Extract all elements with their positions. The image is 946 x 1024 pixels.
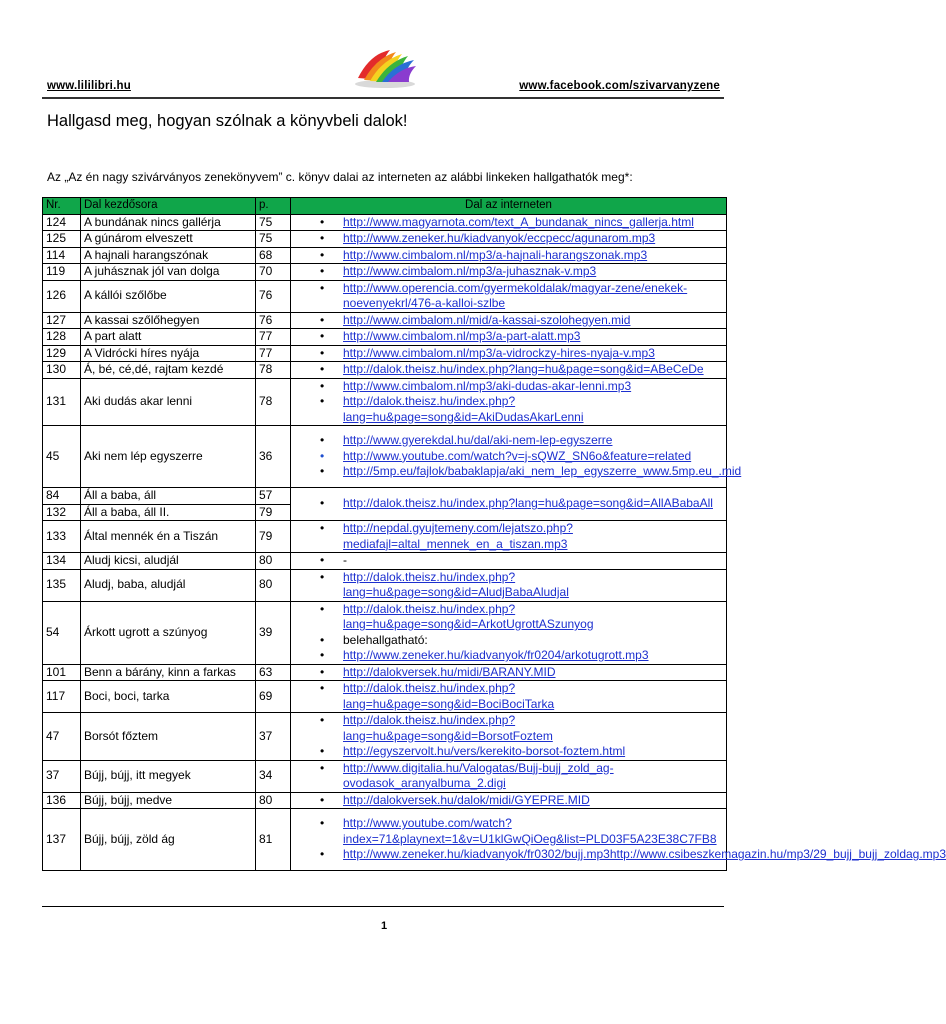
song-title: Áll a baba, áll: [81, 488, 256, 505]
song-page: 81: [256, 809, 291, 871]
link-list: [294, 362, 723, 378]
list-item: [343, 665, 723, 681]
song-link[interactable]: http://dalok.theisz.hu/index.php?lang=hu&page=song&id=BorsotFoztem: [343, 713, 553, 743]
list-item: [343, 362, 723, 378]
table-row: [43, 569, 727, 601]
song-title: Áll a baba, áll II.: [81, 504, 256, 521]
song-title: Bújj, bújj, itt megyek: [81, 760, 256, 792]
song-link[interactable]: http://www.gyerekdal.hu/dal/aki-nem-lep-egyszerre: [343, 433, 613, 448]
song-links: [291, 521, 727, 553]
song-link[interactable]: http://dalok.theisz.hu/index.php?lang=hu&page=song&id=ABeCeDe: [343, 362, 704, 376]
list-item: [343, 553, 723, 569]
song-number: 119: [43, 264, 81, 281]
song-links: [291, 809, 946, 871]
song-title: Á, bé, cé,dé, rajtam kezdé: [81, 362, 256, 379]
song-link[interactable]: http://www.cimbalom.nl/mp3/a-juhasznak-v.mp3: [343, 264, 597, 278]
song-title: Bújj, bújj, medve: [81, 792, 256, 809]
link-list: [294, 379, 723, 426]
song-number: 117: [43, 681, 81, 713]
list-item: [343, 761, 723, 792]
footer-divider: [42, 906, 724, 907]
list-item: [343, 713, 723, 744]
list-item: [343, 793, 723, 809]
list-item: [343, 744, 723, 760]
song-page: 80: [256, 553, 291, 570]
song-title: A bundának nincs gallérja: [81, 214, 256, 231]
song-links: [291, 362, 727, 379]
page-title: Hallgasd meg, hogyan szólnak a könyvbeli dalok!: [47, 112, 408, 130]
link-list: [294, 346, 723, 362]
song-title: Aki nem lép egyszerre: [81, 426, 256, 488]
link-list: [294, 761, 723, 792]
song-links: [291, 792, 727, 809]
song-number: 133: [43, 521, 81, 553]
song-number: 135: [43, 569, 81, 601]
song-page: 79: [256, 521, 291, 553]
intro-text: Az „Az én nagy szivárványos zenekönyvem” c. könyv dalai az interneten az alábbi linkeken hallgathatók meg*:: [47, 170, 633, 184]
song-link[interactable]: http://dalok.theisz.hu/index.php?lang=hu&page=song&id=ArkotUgrottASzunyog: [343, 601, 594, 631]
song-number: 84: [43, 488, 81, 505]
song-links: [291, 214, 727, 231]
song-links: [291, 280, 727, 312]
song-links: [291, 345, 727, 362]
table-row: [43, 426, 727, 488]
song-number: 37: [43, 760, 81, 792]
table-row: [43, 792, 727, 809]
song-page: 70: [256, 264, 291, 281]
song-page: 76: [256, 312, 291, 329]
song-page: 78: [256, 378, 291, 426]
song-page: 80: [256, 569, 291, 601]
song-link[interactable]: http://dalok.theisz.hu/index.php?lang=hu&page=song&id=AludjBabaAludjal: [343, 569, 569, 599]
song-page: 76: [256, 280, 291, 312]
site-link-lililibri[interactable]: www.lililibri.hu: [47, 80, 131, 92]
list-item: [343, 281, 723, 312]
song-number: 130: [43, 362, 81, 379]
table-row: [43, 760, 727, 792]
song-links: [291, 264, 727, 281]
table-row: [43, 553, 727, 570]
song-title: Aludj, baba, aludjál: [81, 569, 256, 601]
table-row: [43, 247, 727, 264]
song-page: 69: [256, 681, 291, 713]
song-link[interactable]: http://dalokversek.hu/midi/BARANY.MID: [343, 664, 556, 679]
song-page: 34: [256, 760, 291, 792]
song-link[interactable]: http://www.operencia.com/gyermekoldalak/magyar-zene/enekek-noevenyekrl/476-a-kalloi-szlbe: [343, 280, 688, 310]
list-item: [343, 496, 723, 512]
list-item: [343, 633, 723, 649]
link-list: [294, 496, 723, 512]
song-link[interactable]: http://dalokversek.hu/dalok/midi/GYEPRE.MID: [343, 792, 590, 807]
table-row: [43, 681, 727, 713]
song-title: A Vidrócki híres nyája: [81, 345, 256, 362]
page-number: 1: [380, 920, 388, 932]
song-title: Boci, boci, tarka: [81, 681, 256, 713]
list-item: [343, 231, 723, 247]
song-page: 75: [256, 231, 291, 248]
link-list: [294, 553, 723, 569]
song-number: 114: [43, 247, 81, 264]
link-list: [294, 231, 723, 247]
list-item: [343, 379, 723, 395]
song-link[interactable]: http://www.cimbalom.nl/mp3/a-part-alatt.mp3: [343, 329, 581, 343]
list-item: [343, 602, 723, 633]
list-item: [343, 847, 946, 863]
song-links: [291, 553, 727, 570]
song-link[interactable]: http://www.cimbalom.nl/mp3/a-vidrockzy-hires-nyaja-v.mp3: [343, 345, 655, 360]
link-list: [294, 433, 742, 480]
song-number: 136: [43, 792, 81, 809]
list-item: [343, 449, 723, 465]
link-list: [294, 248, 723, 264]
song-title: Aki dudás akar lenni: [81, 378, 256, 426]
table-row: [43, 264, 727, 281]
link-list: [294, 215, 723, 231]
song-link[interactable]: http://www.magyarnota.com/text_A_bundanak_nincs_gallerja.html: [343, 214, 694, 229]
song-links: [291, 601, 727, 664]
link-list: [294, 602, 723, 664]
song-links: [291, 713, 727, 761]
table-row: [43, 345, 727, 362]
table-row: [43, 312, 727, 329]
song-links: [291, 312, 727, 329]
table-row: [43, 280, 727, 312]
link-list: [294, 521, 723, 552]
song-title: Benn a bárány, kinn a farkas: [81, 664, 256, 681]
song-table: [42, 197, 946, 871]
table-header-row: [43, 198, 727, 215]
song-title: A kállói szőlőbe: [81, 280, 256, 312]
link-list: [294, 793, 723, 809]
song-links: [291, 247, 727, 264]
link-list: [294, 281, 723, 312]
header-nr: Nr.: [43, 198, 81, 215]
song-page: 68: [256, 247, 291, 264]
song-number: 137: [43, 809, 81, 871]
list-item: [343, 433, 723, 449]
song-number: 126: [43, 280, 81, 312]
song-link[interactable]: http://dalok.theisz.hu/index.php?lang=hu&page=song&id=AkiDudasAkarLenni: [343, 394, 584, 424]
song-link[interactable]: http://www.zeneker.hu/kiadvanyok/eccpecc/agunarom.mp3: [343, 231, 656, 245]
list-item: [343, 681, 723, 712]
link-list: [294, 681, 723, 712]
song-title: A gúnárom elveszett: [81, 231, 256, 248]
song-links: [291, 569, 727, 601]
song-number: 128: [43, 329, 81, 346]
list-item: [343, 521, 723, 552]
song-link[interactable]: http://www.youtube.com/watch?index=71&playnext=1&v=U1klGwQiOeg&list=PLD03F5A23E38C7FB8: [343, 816, 717, 846]
table-row: [43, 488, 727, 505]
song-number: 129: [43, 345, 81, 362]
header-links: Dal az interneten: [291, 198, 727, 215]
song-link[interactable]: http://www.cimbalom.nl/mid/a-kassai-szolohegyen.mid: [343, 312, 631, 327]
list-item: [343, 248, 723, 264]
song-number: 132: [43, 504, 81, 521]
song-number: 47: [43, 713, 81, 761]
link-list: [294, 570, 723, 601]
link-list: [294, 713, 723, 760]
list-item: [343, 464, 742, 480]
song-link[interactable]: http://dalok.theisz.hu/index.php?lang=hu&page=song&id=AllABabaAll: [343, 496, 713, 511]
facebook-link[interactable]: www.facebook.com/szivarvanyzene: [519, 80, 720, 92]
song-link[interactable]: http://www.cimbalom.nl/mp3/aki-dudas-akar-lenni.mp3: [343, 378, 632, 393]
song-page: 79: [256, 504, 291, 521]
song-page: 78: [256, 362, 291, 379]
song-page: 39: [256, 601, 291, 664]
song-link[interactable]: http://www.zeneker.hu/kiadvanyok/fr0204/arkotugrott.mp3: [343, 648, 649, 662]
table-row: [43, 664, 727, 681]
song-number: 124: [43, 214, 81, 231]
table-row: [43, 521, 727, 553]
song-title: A kassai szőlőhegyen: [81, 312, 256, 329]
table-row: [43, 362, 727, 379]
song-links: [291, 760, 727, 792]
link-list: [294, 816, 946, 863]
list-item: [343, 648, 723, 664]
song-title: A hajnali harangszónak: [81, 247, 256, 264]
table-row: [43, 214, 727, 231]
list-item: [343, 394, 723, 425]
header-page: p.: [256, 198, 291, 215]
song-links: [291, 329, 727, 346]
header-divider: [42, 97, 724, 99]
song-number: 125: [43, 231, 81, 248]
song-links: [291, 681, 727, 713]
song-number: 134: [43, 553, 81, 570]
link-list: [294, 313, 723, 329]
song-title: Bújj, bújj, zöld ág: [81, 809, 256, 871]
song-link[interactable]: http://dalok.theisz.hu/index.php?lang=hu&page=song&id=BociBociTarka: [343, 681, 555, 711]
list-item: [343, 329, 723, 345]
table-row: [43, 231, 727, 248]
list-item: [343, 215, 723, 231]
song-page: 80: [256, 792, 291, 809]
song-number: 101: [43, 664, 81, 681]
song-page: 77: [256, 329, 291, 346]
song-links: [291, 488, 727, 521]
song-link[interactable]: http://5mp.eu/fajlok/babaklapja/aki_nem_lep_egyszerre_www.5mp.eu_.mid: [343, 464, 742, 479]
song-link[interactable]: http://nepdal.gyujtemeny.com/lejatszo.php?mediafajl=altal_mennek_en_a_tiszan.mp3: [343, 521, 573, 551]
song-links: [291, 664, 727, 681]
song-number: 45: [43, 426, 81, 488]
table-row: [43, 601, 727, 664]
list-item: [343, 264, 723, 280]
song-link[interactable]: http://www.zeneker.hu/kiadvanyok/fr0302/bujj.mp3http://www.csibeszkemagazin.hu/mp3/29_bujj_bujj_zoldag.mp3: [343, 847, 946, 862]
link-list: [294, 264, 723, 280]
song-link[interactable]: http://www.cimbalom.nl/mp3/a-hajnali-harangszonak.mp3: [343, 247, 648, 262]
song-title: A juhásznak jól van dolga: [81, 264, 256, 281]
link-note: belehallgatható:: [343, 632, 428, 647]
song-link[interactable]: http://egyszervolt.hu/vers/kerekito-borsot-foztem.html: [343, 744, 626, 758]
link-list: [294, 329, 723, 345]
song-page: 75: [256, 214, 291, 231]
list-item: [343, 313, 723, 329]
rainbow-book-logo: [350, 44, 420, 90]
link-list: [294, 665, 723, 681]
song-title: A part alatt: [81, 329, 256, 346]
song-page: 63: [256, 664, 291, 681]
song-number: 127: [43, 312, 81, 329]
list-item: [343, 346, 723, 362]
song-title: Borsót főztem: [81, 713, 256, 761]
song-page: 37: [256, 713, 291, 761]
song-links: [291, 426, 742, 488]
song-number: 54: [43, 601, 81, 664]
song-link[interactable]: http://www.digitalia.hu/Valogatas/Bujj-bujj_zold_ag-ovodasok_aranyalbuma_2.digi: [343, 760, 614, 790]
list-item: [343, 816, 723, 847]
song-title: Árkott ugrott a szúnyog: [81, 601, 256, 664]
table-row: [43, 809, 727, 871]
link-note: -: [343, 553, 347, 567]
song-title: Aludj kicsi, aludjál: [81, 553, 256, 570]
song-links: [291, 231, 727, 248]
song-number: 131: [43, 378, 81, 426]
header-song: Dal kezdősora: [81, 198, 256, 215]
list-item: [343, 570, 723, 601]
song-links: [291, 378, 727, 426]
song-page: 77: [256, 345, 291, 362]
song-page: 57: [256, 488, 291, 505]
song-page: 36: [256, 426, 291, 488]
table-row: [43, 329, 727, 346]
song-title: Által mennék én a Tiszán: [81, 521, 256, 553]
song-link[interactable]: http://www.youtube.com/watch?v=j-sQWZ_SN6o&feature=related: [343, 448, 692, 463]
table-row: [43, 378, 727, 426]
table-row: [43, 713, 727, 761]
